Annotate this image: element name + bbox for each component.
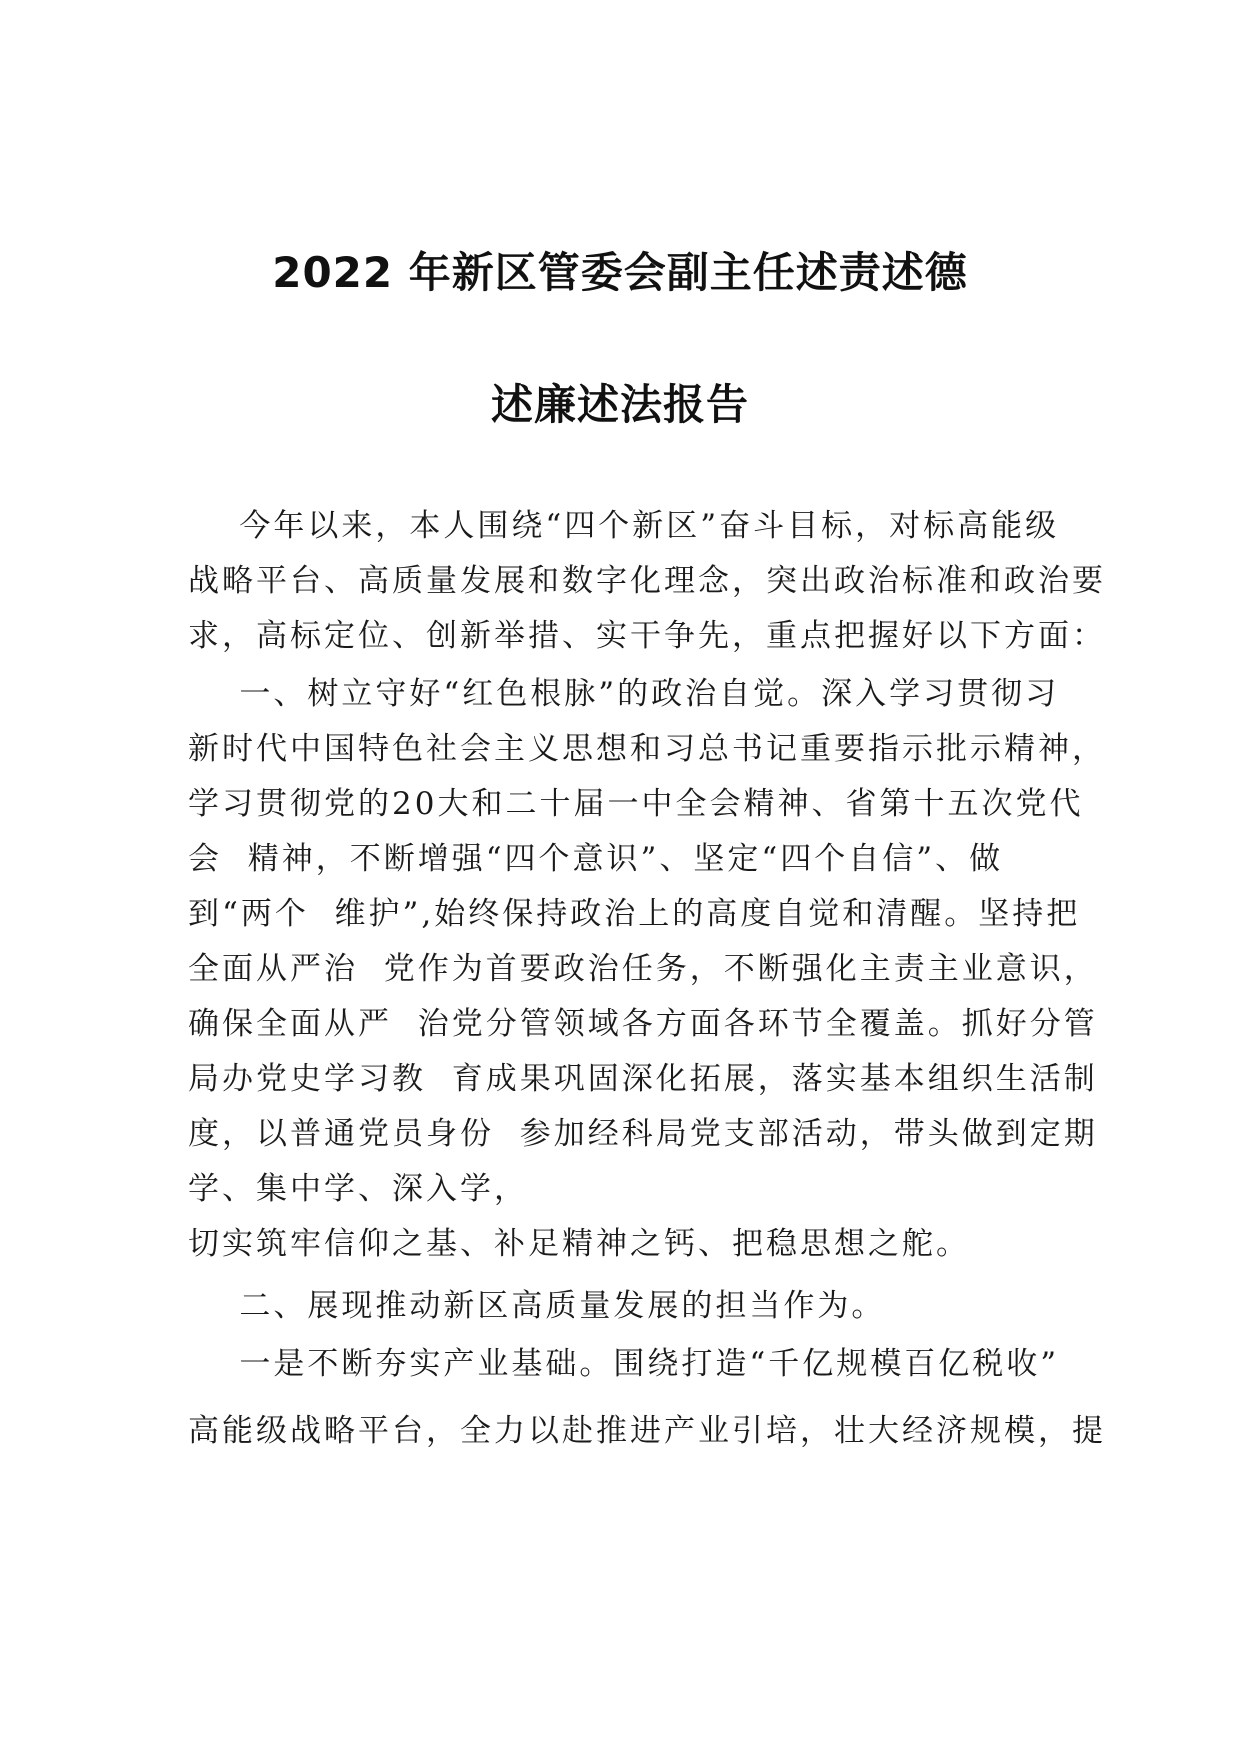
body-line: 度，以普通党员身份 参加经科局党支部活动，带头做到定期 bbox=[188, 1116, 1098, 1152]
body-line: 确保全面从严 治党分管领域各方面各环节全覆盖。抓好分管 bbox=[188, 1006, 1098, 1042]
body-line: 学习贯彻党的20大和二十届一中全会精神、省第十五次党代 bbox=[188, 786, 1084, 822]
body-line: 会 精神，不断增强“四个意识”、坚定“四个自信”、做 bbox=[188, 841, 1004, 877]
body-line: 一、树立守好“红色根脉”的政治自觉。深入学习贯彻习 bbox=[188, 676, 1060, 712]
document-title-line-2: 述廉述法报告 bbox=[490, 380, 749, 429]
body-line: 局办党史学习教 育成果巩固深化拓展，落实基本组织生活制 bbox=[188, 1061, 1098, 1097]
body-line: 求，高标定位、创新举措、实干争先，重点把握好以下方面： bbox=[188, 618, 1106, 654]
body-line: 切实筑牢信仰之基、补足精神之钙、把稳思想之舵。 bbox=[188, 1226, 970, 1262]
body-line: 一是不断夯实产业基础。围绕打造“千亿规模百亿税收” bbox=[188, 1346, 1060, 1382]
body-line: 到“两个 维护”,始终保持政治上的高度自觉和清醒。坚持把 bbox=[188, 896, 1081, 932]
document-title-line-1: 2022 年新区管委会副主任述责述德 bbox=[272, 248, 968, 297]
body-line: 今年以来，本人围绕“四个新区”奋斗目标，对标高能级 bbox=[188, 508, 1060, 544]
body-line: 战略平台、高质量发展和数字化理念，突出政治标准和政治要 bbox=[188, 563, 1106, 599]
body-line: 全面从严治 党作为首要政治任务，不断强化主责主业意识， bbox=[188, 951, 1098, 987]
body-line: 新时代中国特色社会主义思想和习总书记重要指示批示精神， bbox=[188, 731, 1106, 767]
body-line: 学、集中学、深入学， bbox=[188, 1171, 528, 1207]
body-line: 高能级战略平台，全力以赴推进产业引培，壮大经济规模，提 bbox=[188, 1413, 1106, 1449]
body-line: 二、展现推动新区高质量发展的担当作为。 bbox=[188, 1288, 886, 1324]
